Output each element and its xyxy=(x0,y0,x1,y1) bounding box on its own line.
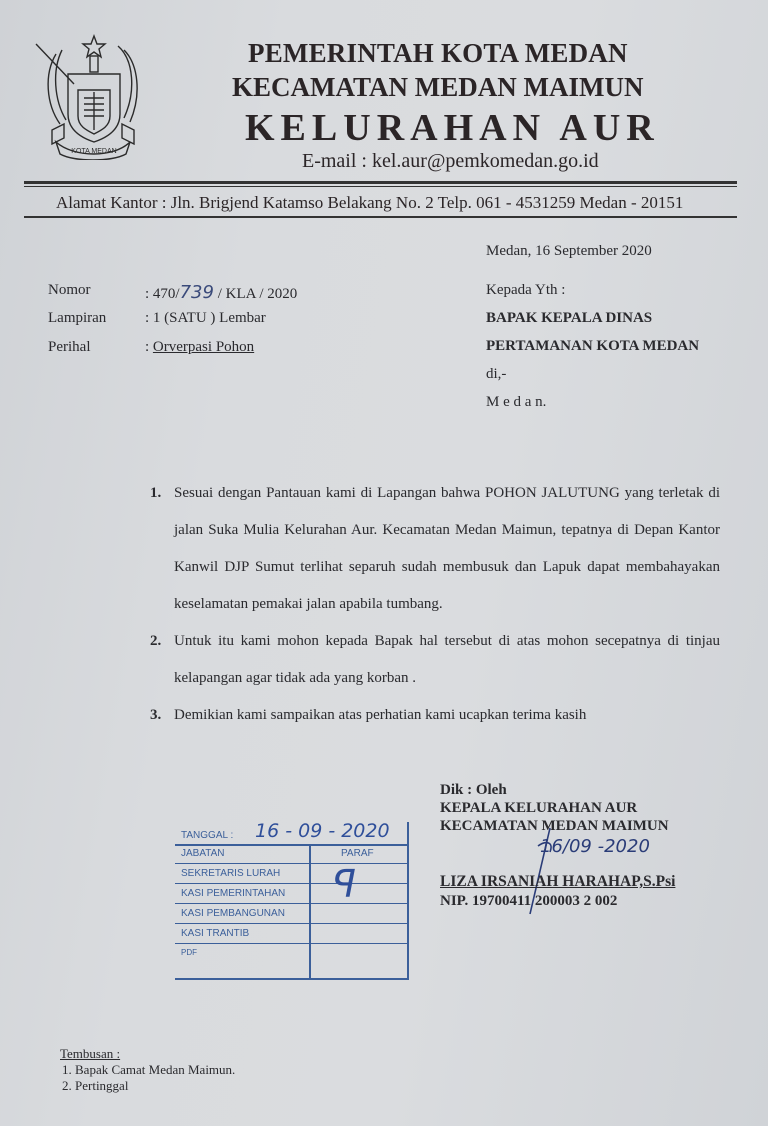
stamp-row xyxy=(175,924,407,944)
signatory-name: LIZA IRSANIAH HARAHAP,S.Psi xyxy=(440,873,676,890)
item-text: Sesuai dengan Pantauan kami di Lapangan bahwa POHON JALUTUNG yang terletak di jalan Suka Mulia Kelurahan Aur. Kecamatan Medan Maimun, tepatnya di Depan Kantor Kanwil DJP Sumut terlihat separuh sudah membusuk dan Lapuk dapat membahayakan keselamatan pemakai jalan apabila tumbang. xyxy=(174,485,720,612)
letter-date: Medan, 16 September 2020 xyxy=(486,243,652,259)
stamp-row xyxy=(175,904,407,924)
item-number: 3. xyxy=(150,707,162,723)
item-text: Demikian kami sampaikan atas perhatian kami ucapkan terima kasih xyxy=(174,707,587,723)
nomor-value xyxy=(145,282,297,303)
body-item-3 xyxy=(150,697,720,734)
signature-dik-oleh: Dik : Oleh xyxy=(440,782,507,798)
paraf-header: PARAF xyxy=(341,848,374,859)
header-divider-thin xyxy=(24,186,737,187)
lampiran-value: : 1 (SATU ) Lembar xyxy=(145,310,266,326)
stamp-header-row xyxy=(175,844,407,864)
letterhead-district: KECAMATAN MEDAN MAIMUN xyxy=(232,72,644,102)
stamp-role: PDF xyxy=(181,948,197,957)
stamp-role: KASI TRANTIB xyxy=(181,928,250,939)
item-number: 1. xyxy=(150,485,162,501)
recipient-office: PERTAMANAN KOTA MEDAN xyxy=(486,338,700,354)
disposition-stamp xyxy=(175,822,409,980)
item-text: Untuk itu kami mohon kepada Bapak hal tersebut di atas mohon secepatnya di tinjau kelapangan agar tidak ada yang korban . xyxy=(174,633,720,686)
letterhead-government: PEMERINTAH KOTA MEDAN xyxy=(248,38,628,68)
body-item-1 xyxy=(150,475,720,623)
tembusan-item: 1. Bapak Camat Medan Maimun. xyxy=(62,1062,236,1077)
coat-of-arms-logo xyxy=(34,34,152,160)
stamp-role: SEKRETARIS LURAH xyxy=(181,868,281,879)
city-coat-of-arms-icon xyxy=(34,34,152,160)
letterhead-village: KELURAHAN AUR xyxy=(245,107,660,149)
tembusan-title: Tembusan : xyxy=(60,1046,121,1061)
stamp-date-label: TANGGAL : xyxy=(181,830,234,841)
lampiran-label: Lampiran xyxy=(48,310,107,326)
jabatan-header: JABATAN xyxy=(181,848,225,859)
stamp-column-divider xyxy=(309,844,311,978)
nomor-handwritten: 739 xyxy=(179,282,214,303)
tembusan-item: 2. Pertinggal xyxy=(62,1078,129,1093)
perihal-subject: Orverpasi Pohon xyxy=(152,339,255,355)
stamp-role: KASI PEMBANGUNAN xyxy=(181,908,285,919)
letterhead-email: E-mail : kel.aur@pemkomedan.go.id xyxy=(302,150,599,172)
perihal-colon: : xyxy=(145,339,153,355)
nomor-prefix: : 470/ xyxy=(145,286,180,302)
item-number: 2. xyxy=(150,633,162,649)
stamp-date-row xyxy=(175,820,407,846)
signature-position: KEPALA KELURAHAN AUR xyxy=(440,800,638,816)
recipient-di: di,- xyxy=(486,366,507,382)
stamp-row xyxy=(175,884,407,904)
stamp-row xyxy=(175,944,407,963)
paraf-handwritten: ꟼ xyxy=(333,862,356,906)
signatory-nip: NIP. 19700411 200003 2 002 xyxy=(440,893,618,909)
nomor-suffix: / KLA / 2020 xyxy=(213,286,298,302)
perihal-value xyxy=(145,339,254,356)
nomor-label: Nomor xyxy=(48,282,91,298)
perihal-label: Perihal xyxy=(48,339,91,355)
signature-district: KECAMATAN MEDAN MAIMUN xyxy=(440,818,669,834)
address-divider xyxy=(24,216,737,218)
recipient-greeting: Kepada Yth : xyxy=(486,282,566,298)
svg-text:KOTA MEDAN: KOTA MEDAN xyxy=(71,148,117,155)
recipient-city: M e d a n. xyxy=(486,394,547,410)
stamp-row xyxy=(175,864,407,884)
header-divider-thick xyxy=(24,181,737,184)
signature-handwritten-date: 16/09 -2020 xyxy=(540,836,650,857)
body-item-2 xyxy=(150,623,720,697)
stamp-role: KASI PEMERINTAHAN xyxy=(181,888,286,899)
office-address: Alamat Kantor : Jln. Brigjend Katamso Belakang No. 2 Telp. 061 - 4531259 Medan - 20151 xyxy=(56,193,684,212)
recipient-title: BAPAK KEPALA DINAS xyxy=(486,310,653,326)
stamp-date-handwritten: 16 - 09 - 2020 xyxy=(255,820,390,842)
